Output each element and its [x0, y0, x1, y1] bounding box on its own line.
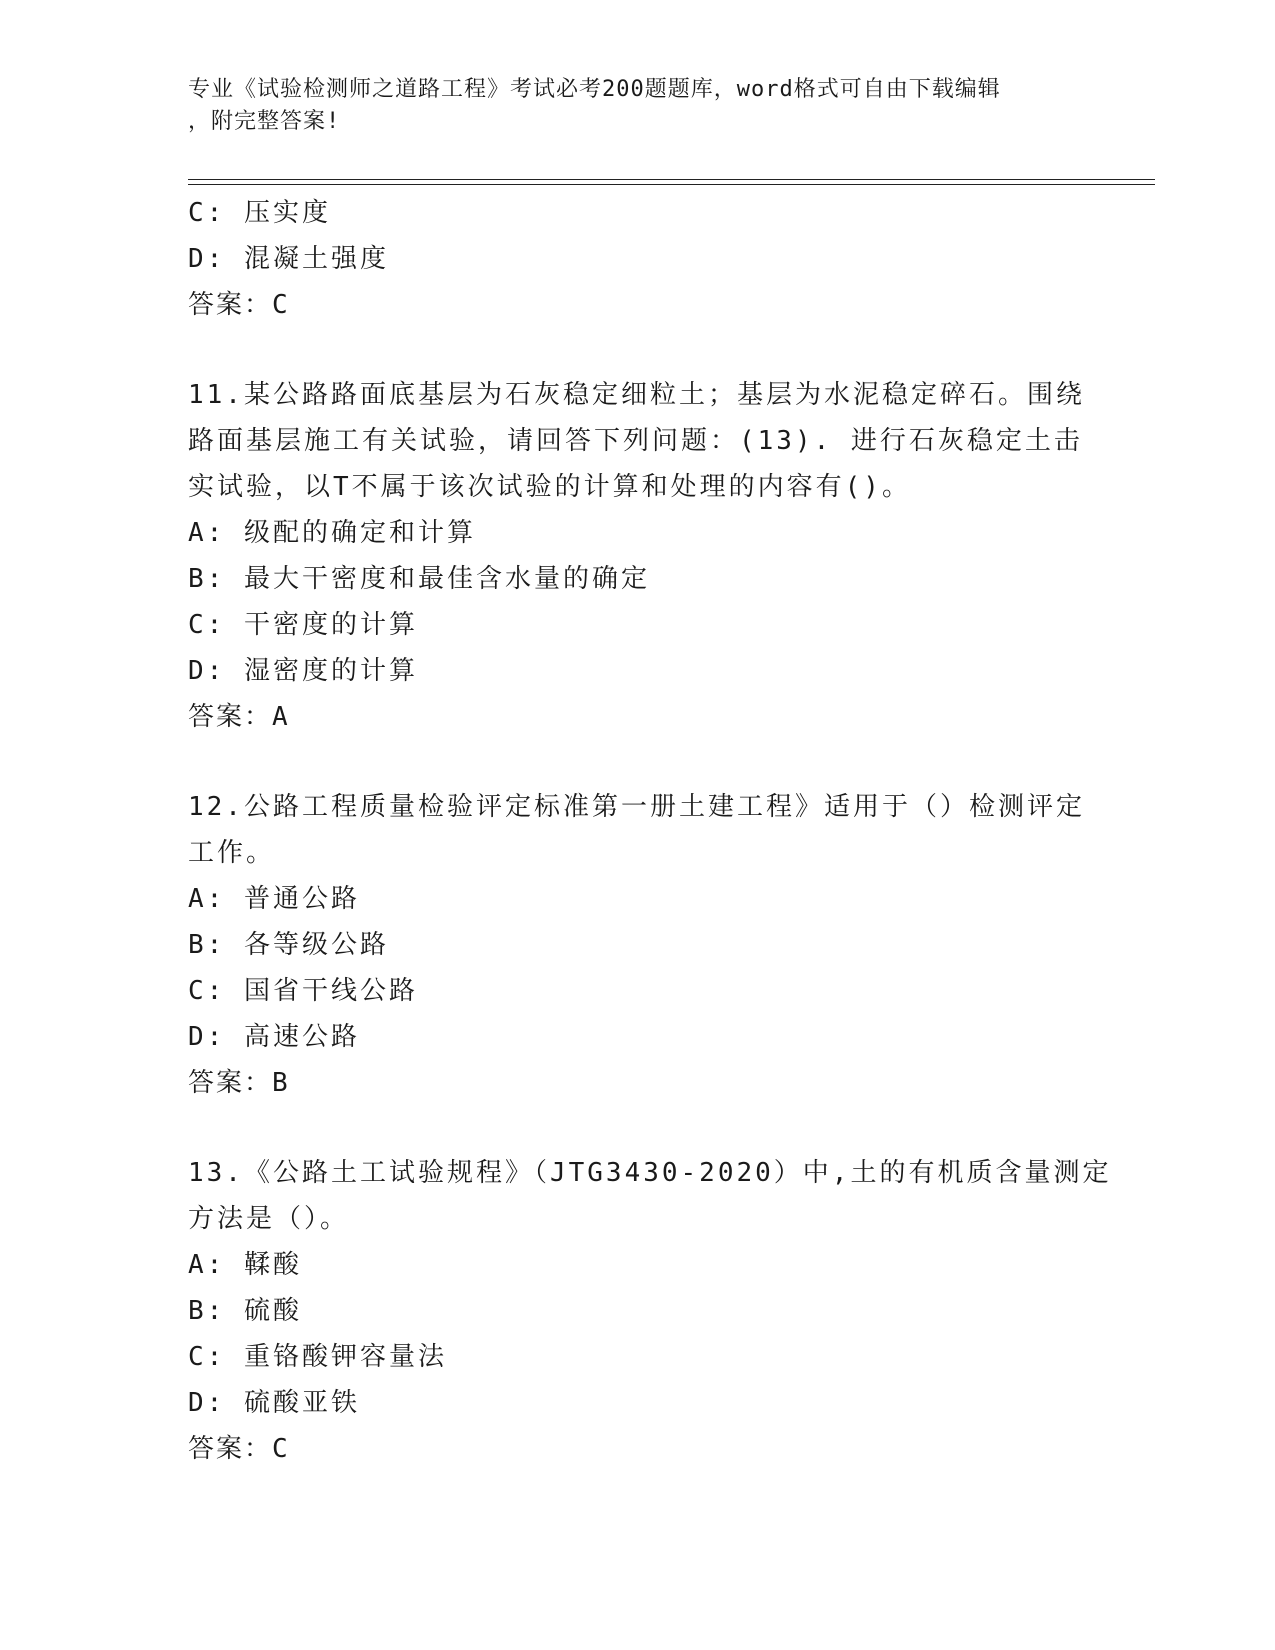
option-d: D: 高速公路: [188, 1022, 360, 1052]
option-c: C: 国省干线公路: [188, 976, 418, 1006]
option-d: D: 湿密度的计算: [188, 656, 418, 686]
question-11: [188, 372, 1088, 740]
option-c: C: 重铬酸钾容量法: [188, 1342, 447, 1372]
option-c: C: 干密度的计算: [188, 610, 418, 640]
option-c: C: 压实度: [188, 198, 331, 228]
question-block-continued: [188, 190, 1088, 328]
question-text-line: 11.某公路路面底基层为石灰稳定细粒土；基层为水泥稳定碎石。围绕: [188, 380, 1085, 410]
option-d: D: 混凝土强度: [188, 244, 389, 274]
question-text-line: 路面基层施工有关试验，请回答下列问题：(13). 进行石灰稳定土击: [188, 426, 1083, 456]
header-title-continuation: ，附完整答案!: [188, 109, 341, 134]
header-divider: [188, 179, 1155, 180]
question-text-line: 12.公路工程质量检验评定标准第一册土建工程》适用于（）检测评定: [188, 792, 1085, 822]
question-text-line: 工作。: [188, 838, 276, 868]
option-b: B: 最大干密度和最佳含水量的确定: [188, 564, 650, 594]
question-13: [188, 1150, 1112, 1472]
option-a: A: 普通公路: [188, 884, 360, 914]
answer-line: 答案：C: [188, 290, 290, 320]
question-12: [188, 784, 1088, 1106]
question-text-line: 实试验，以T不属于该次试验的计算和处理的内容有()。: [188, 472, 911, 502]
question-list: [188, 190, 1112, 1472]
spacer: [188, 1106, 1088, 1150]
option-d: D: 硫酸亚铁: [188, 1388, 360, 1418]
answer-line: 答案：C: [188, 1434, 290, 1464]
option-b: B: 硫酸: [188, 1296, 302, 1326]
header-divider: [188, 184, 1155, 185]
question-text-line: 方法是（）。: [188, 1204, 350, 1234]
answer-line: 答案：B: [188, 1068, 290, 1098]
spacer: [188, 328, 1088, 372]
question-text-line: 13.《公路土工试验规程》（JTG3430-2020）中,土的有机质含量测定: [188, 1158, 1112, 1188]
option-a: A: 鞣酸: [188, 1250, 302, 1280]
spacer: [188, 740, 1088, 784]
option-b: B: 各等级公路: [188, 930, 389, 960]
header-title-line: 专业《试验检测师之道路工程》考试必考200题题库，word格式可自由下载编辑: [188, 77, 1001, 102]
option-a: A: 级配的确定和计算: [188, 518, 476, 548]
page-header: [188, 74, 1068, 138]
answer-line: 答案：A: [188, 702, 290, 732]
